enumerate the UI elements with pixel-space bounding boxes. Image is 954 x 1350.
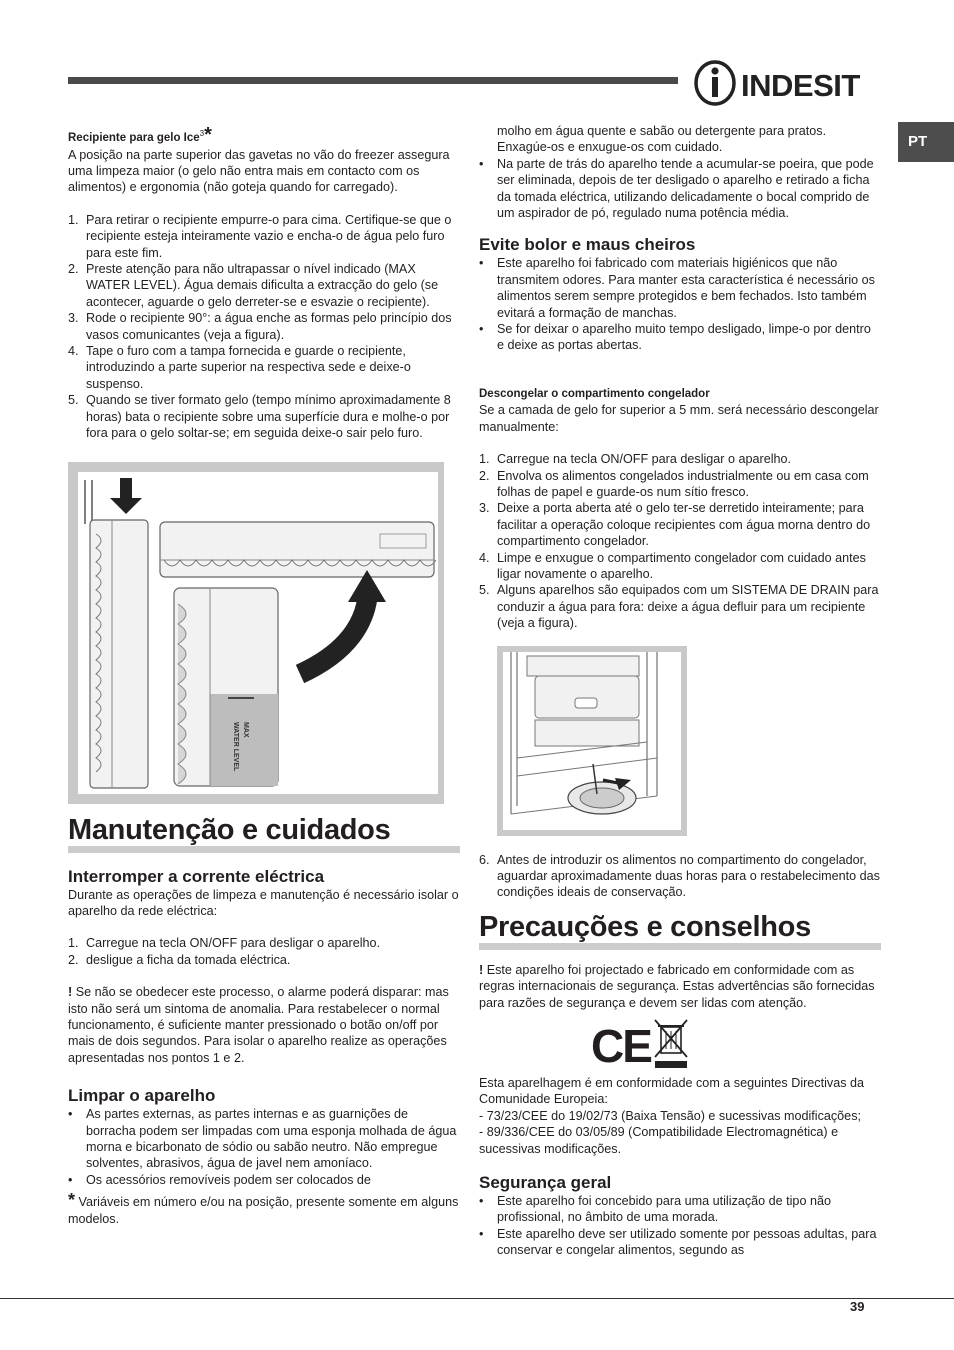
power-warning: ! Se não se obedecer este processo, o alarme poderá disparar: mas isto não será um sintoma de anomalia. Para restabelecer o normal funcionamento, é suficiente manter pressionado o botão on/off por mais de dois segundos. Para isolar o aparelho realize as operações apresentadas nos pontos 1 e 2. [68,985,449,1065]
power-steps [68,935,460,968]
ice-tray-figure [68,462,444,804]
conformity-text: Esta aparelhagem é em conformidade com a seguintes Directivas da Comunidade Europeia: [479,1076,865,1107]
conformity-text: - 73/23/CEE do 19/02/73 (Baixa Tensão) e sucessivas modificações; [479,1108,861,1123]
list-item: 3. Rode o recipiente 90°: a água enche as formas pelo princípio dos vasos comunicantes (veja a figura). [68,311,452,342]
clean-items [68,1106,460,1188]
power-intro: Durante as operações de limpeza e manutenção é necessário isolar o aparelho da rede eléctrica: [68,887,459,918]
svg-text:INDESIT: INDESIT [741,68,860,103]
warning-mark: ! [68,985,73,1000]
defrost-steps [479,451,881,631]
precautions-intro: ! Este aparelho foi projectado e fabricado em conformidade com as regras internacionais de segurança. Estas advertências são fornecidas para razões de segurança e devem ser lidas com atenção. [479,962,875,1010]
list-item: • Este aparelho deve ser utilizado somente por pessoas adultas, para conservar e congelar alimentos, segundo as [479,1226,877,1258]
precautions-heading: Precauções e conselhos [479,911,881,950]
ice-sup: 3 [199,129,205,138]
list-item: 1. Para retirar o recipiente empurre-o para cima. Certifique-se que o recipiente esteja inteiramente vazio e encha-o de água pelo furo para este fim. [68,212,452,260]
defrost-title: Descongelar o compartimento congelador [479,387,710,400]
indesit-logo [693,60,873,106]
mould-items [479,255,881,353]
ice-title: Recipiente para gelo Ice [68,132,200,145]
footnote: * Variáveis em número e/ou na posição, presente somente em alguns modelos. [68,1190,459,1226]
ce-weee-marks [479,1015,881,1075]
drain-figure [497,646,687,836]
list-item: 2. Preste atenção para não ultrapassar o nível indicado (MAX WATER LEVEL). Água demais dificulta a extracção do gelo (se acontecer, aguarde o gelo derreter-se e esvazie o recipiente). [68,262,439,309]
svg-text:MAX: MAX [242,721,249,738]
footer-rule [0,1298,954,1299]
weee-bin-icon [651,1017,691,1069]
conformity-text: - 89/336/CEE do 03/05/89 (Compatibilidade Electromagnética) e sucessivas modificações. [479,1125,839,1156]
power-heading: Interromper a corrente eléctrica [68,866,325,886]
left-column [68,123,460,1227]
list-item: 5. Quando se tiver formato gelo (tempo mínimo aproximadamente 8 horas) bata o recipiente sobre uma superfície dura e molhe-o por fora para o gelo soltar-se; em seguida deixe-o sair pelo furo. [68,393,451,441]
asterisk-mark: * [204,124,212,147]
right-column [479,123,881,1259]
list-item: 3. Deixe a porta aberta até o gelo ter-se derretido inteiramente; para facilitar a operação coloque recipientes com água morna dentro do compartimento congelador. [479,501,871,549]
defrost-intro: Se a camada de gelo for superior a 5 mm. será necessário descongelar manualmente: [479,403,879,434]
maintenance-heading: Manutenção e cuidados [68,814,460,853]
warning-mark: ! [479,962,484,977]
ce-mark: CE [591,1020,651,1072]
safety-heading: Segurança geral [479,1173,612,1193]
list-item: 5. Alguns aparelhos são equipados com um SISTEMA DE DRAIN para conduzir a água para fora: deixe a água defluir para um recipiente (veja a figura). [479,583,879,631]
list-item: 2. desligue a ficha da tomada eléctrica. [68,952,291,967]
safety-items [479,1193,881,1259]
svg-text:WATER LEVEL: WATER LEVEL [232,721,239,771]
language-tab: PT [898,122,954,162]
list-item: 4. Tape o furo com a tampa fornecida e guarde o recipiente, introduzindo a parte superior na respectiva sede e deixe-o suspenso. [68,344,411,391]
list-item: • Este aparelho foi concebido para uma utilização de tipo não profissional, no âmbito de uma morada. [479,1194,831,1225]
list-item: • Os acessórios removíveis podem ser colocados de [68,1172,371,1187]
dust-items [479,156,881,222]
ice-steps [68,212,460,442]
defrost-step-6 [479,852,881,901]
list-item: • As partes externas, as partes internas e as guarnições de borracha podem ser limpadas com uma esponja molhada de água morna e bicarbonato de sódio ou sabão neutro. Não empregue solventes, abrasivos, água de javel nem amoníaco. [68,1107,457,1171]
ice-intro: A posição na parte superior das gavetas no vão do freezer assegura uma limpeza maior (o gelo não entra mais em contacto com os alimentos) e ergonomia (não goteja quando for carregado). [68,147,450,195]
mould-heading: Evite bolor e maus cheiros [479,235,696,255]
ice-tray-illustration [68,462,444,804]
clean-heading: Limpar o aparelho [68,1086,216,1106]
list-item: • Se for deixar o aparelho muito tempo desligado, limpe-o por dentro e deixe as portas abertas. [479,322,871,353]
list-item: 2. Envolva os alimentos congelados industrialmente ou em casa com folhas de papel e guarde-os num sítio fresco. [479,468,869,499]
header-rule [68,77,678,84]
list-item: • Este aparelho foi fabricado com materiais higiénicos que não transmitem odores. Para manter esta característica é necessário os alimentos serem sempre protegidos e bem fechados. Isto também evitará a formação de manchas. [479,256,875,320]
asterisk-mark: * [68,1190,76,1211]
continued-text: molho em água quente e sabão ou detergente para pratos. Enxagúe-os e enxugue-os com cuidado. [497,124,827,155]
list-item: 6. Antes de introduzir os alimentos no compartimento do congelador, aguardar aproximadamente duas horas para o restabelecimento das condições ideais de conservação. [479,852,880,900]
list-item: 4. Limpe e enxugue o compartimento congelador com cuidado antes ligar novamente o aparelho. [479,550,866,581]
list-item: 1. Carregue na tecla ON/OFF para desligar o aparelho. [68,936,381,951]
list-item: 1. Carregue na tecla ON/OFF para desligar o aparelho. [479,452,792,467]
list-item: • Na parte de trás do aparelho tende a acumular-se poeira, que pode ser eliminada, depois de ter desligado o aparelho e retirado a ficha da tomada eléctrica, utilizando delicadamente o bocal comprido de um aspirador de pó, regulado numa potência média. [479,156,874,221]
page-number: 39 [850,1299,865,1314]
freezer-drain-illustration [497,646,687,836]
